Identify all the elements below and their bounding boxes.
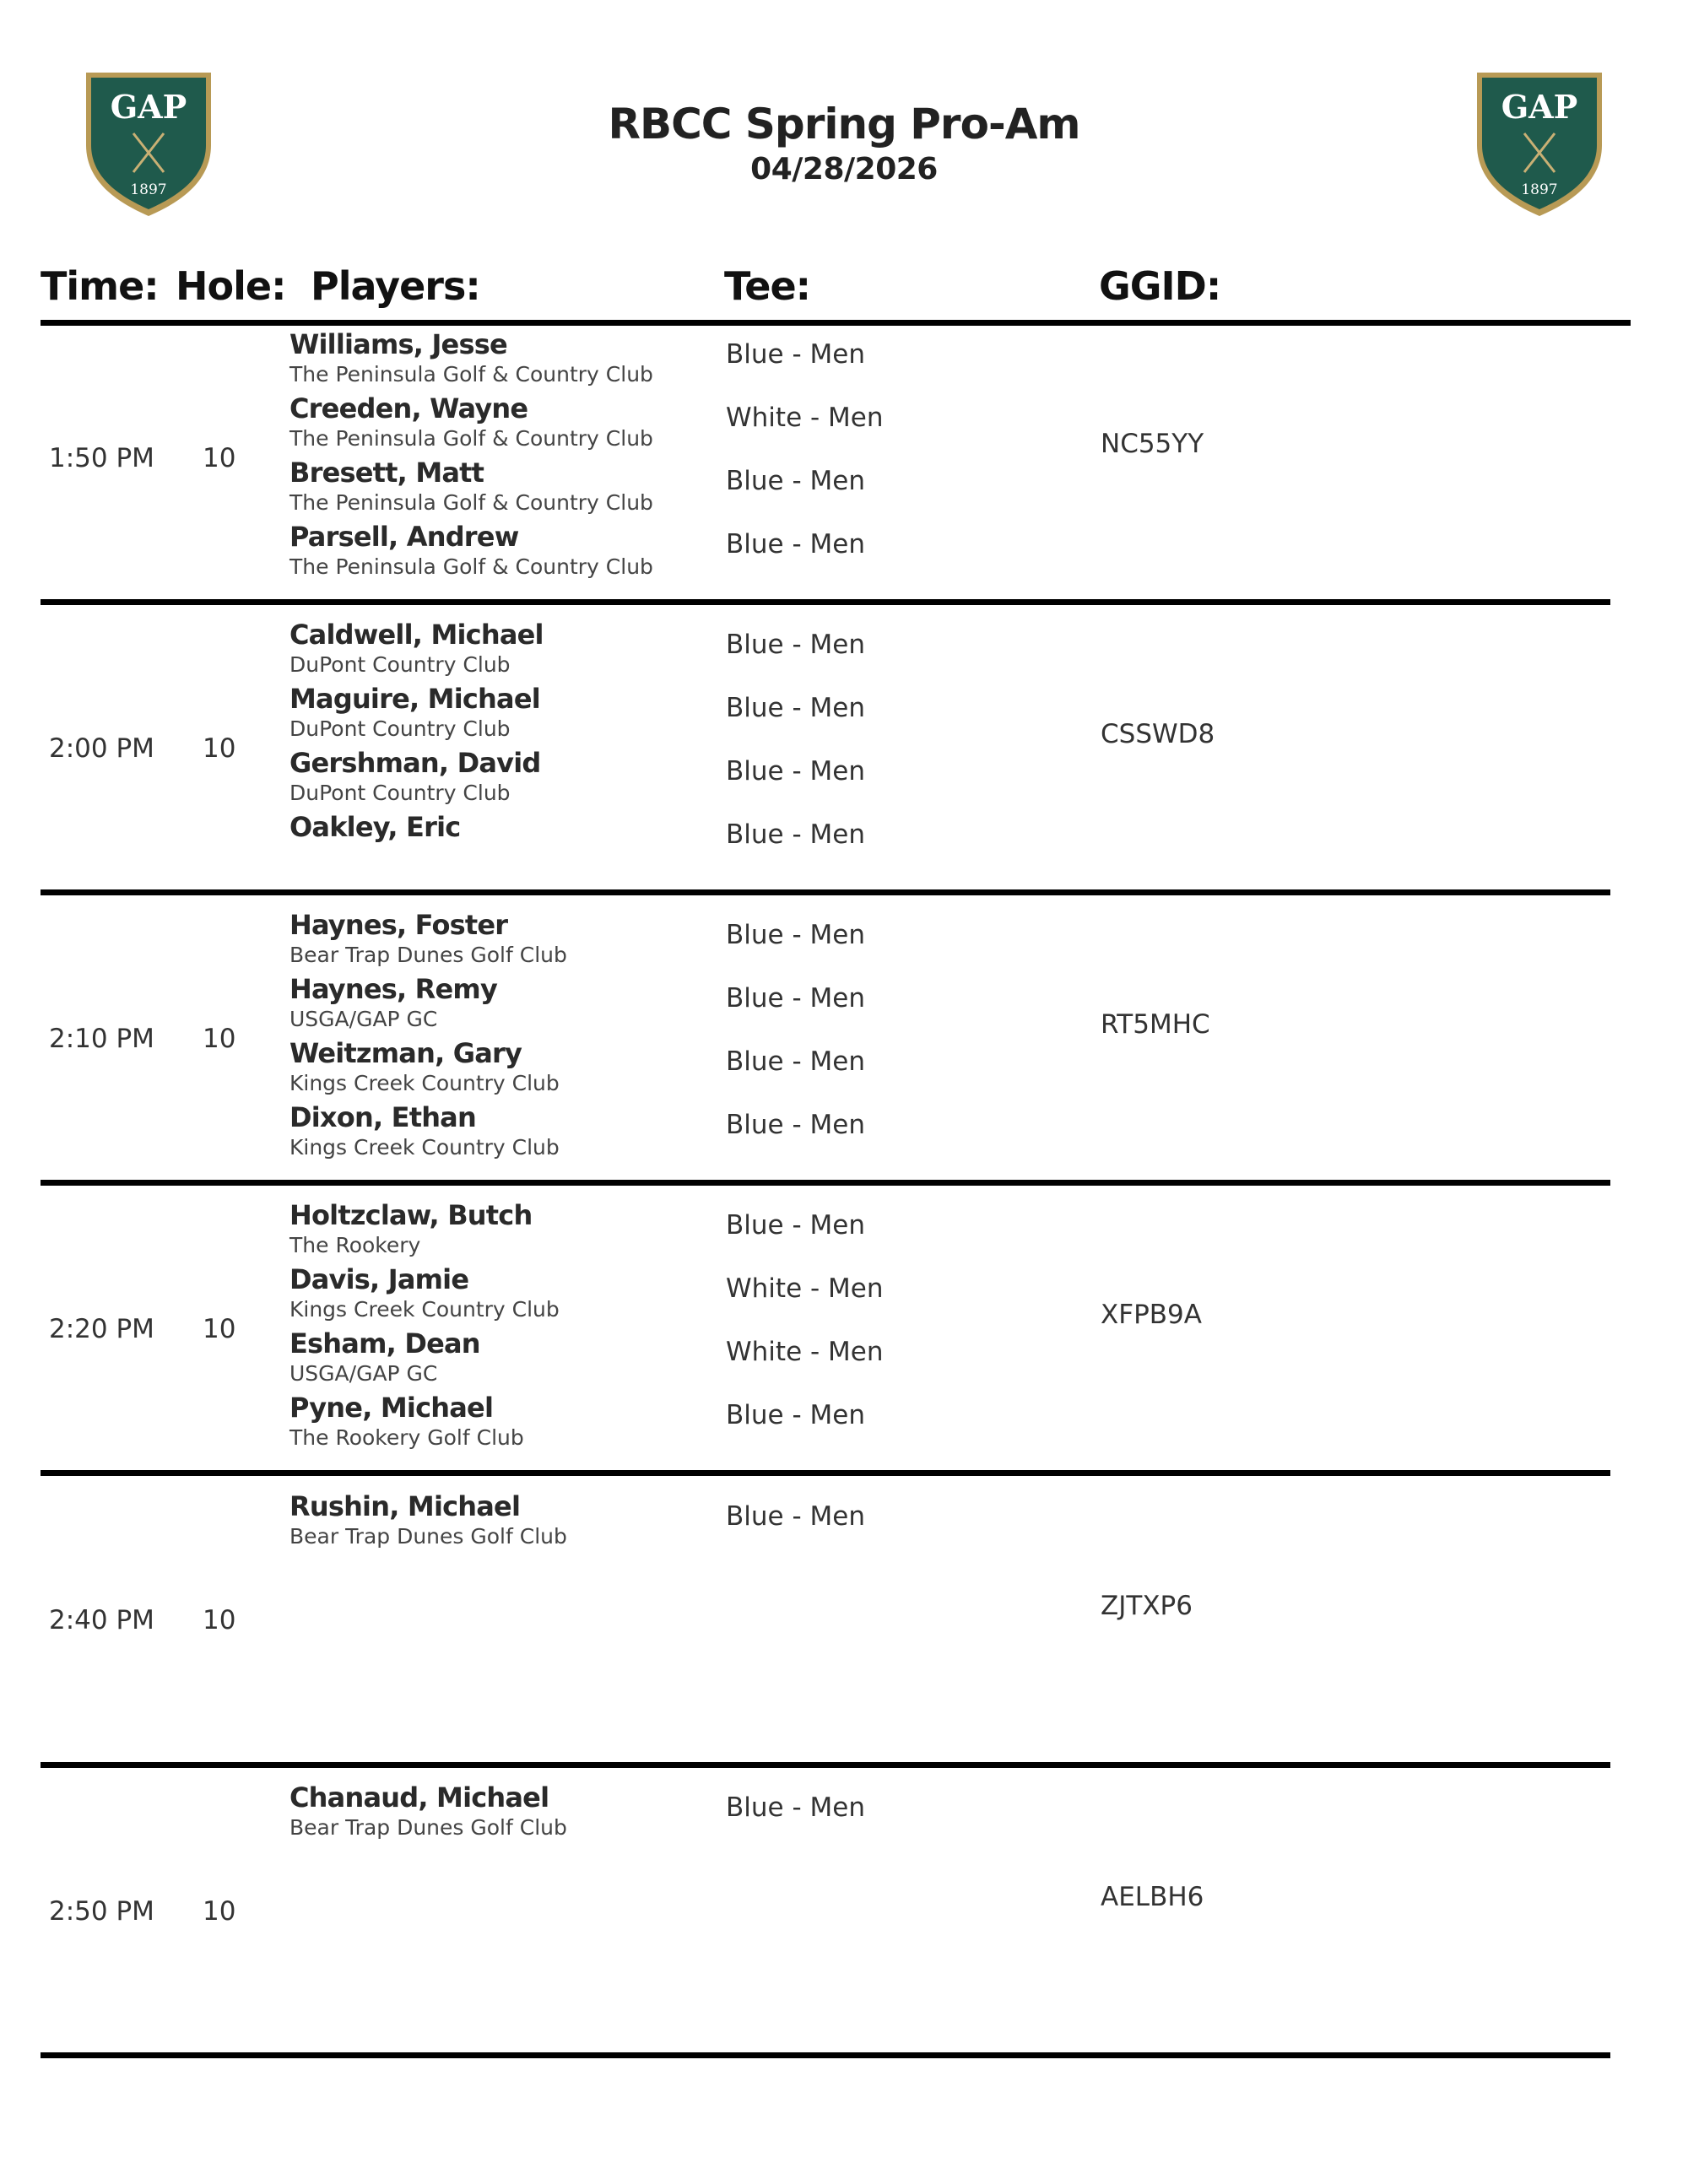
player-name: Haynes, Foster <box>289 909 508 941</box>
player-entry <box>289 908 711 969</box>
player-entry <box>289 327 711 388</box>
group-divider <box>41 1470 1610 1476</box>
group-divider <box>41 2052 1610 2058</box>
player-entry <box>289 618 711 678</box>
ggid-code: XFPB9A <box>1101 1300 1202 1330</box>
player-entry <box>289 520 711 581</box>
player-entry <box>289 1781 711 1841</box>
tee-time: 2:10 PM <box>49 1024 154 1054</box>
player-club: The Peninsula Golf & Country Club <box>289 554 653 579</box>
player-club: Kings Creek Country Club <box>289 1135 560 1160</box>
player-entry <box>289 682 711 743</box>
player-name: Chanaud, Michael <box>289 1781 549 1814</box>
header-tee: Tee: <box>724 263 811 309</box>
group-divider <box>41 1180 1610 1186</box>
player-club: The Peninsula Golf & Country Club <box>289 490 653 515</box>
player-entry <box>289 1100 711 1161</box>
player-entry <box>289 810 711 844</box>
header-ggid: GGID: <box>1099 263 1221 309</box>
player-name: Gershman, David <box>289 747 541 779</box>
player-name: Haynes, Remy <box>289 973 498 1005</box>
player-name: Holtzclaw, Butch <box>289 1199 533 1231</box>
player-tee: Blue - Men <box>726 1400 865 1430</box>
player-tee: Blue - Men <box>726 819 865 850</box>
player-name: Davis, Jamie <box>289 1263 469 1295</box>
player-club: Kings Creek Country Club <box>289 1297 560 1322</box>
player-entry <box>289 1489 711 1550</box>
svg-text:1897: 1897 <box>1521 181 1558 198</box>
event-title: RBCC Spring Pro-Am <box>608 100 1080 149</box>
player-entry <box>289 1036 711 1097</box>
player-tee: Blue - Men <box>726 756 865 787</box>
player-name: Oakley, Eric <box>289 811 461 843</box>
player-tee: White - Men <box>726 403 884 433</box>
player-name: Williams, Jesse <box>289 328 507 360</box>
header-players: Players: <box>311 263 480 309</box>
svg-text:1897: 1897 <box>130 181 167 198</box>
player-club: DuPont Country Club <box>289 652 511 677</box>
ggid-code: RT5MHC <box>1101 1009 1210 1040</box>
player-name: Caldwell, Michael <box>289 619 544 651</box>
player-club: The Peninsula Golf & Country Club <box>289 426 653 451</box>
player-club: The Peninsula Golf & Country Club <box>289 362 653 387</box>
header-rule <box>41 320 1631 326</box>
player-entry <box>289 456 711 516</box>
hole-number: 10 <box>203 1024 236 1054</box>
player-entry <box>289 972 711 1033</box>
player-club: DuPont Country Club <box>289 781 511 805</box>
player-club: The Rookery Golf Club <box>289 1425 524 1450</box>
player-tee: Blue - Men <box>726 1046 865 1077</box>
player-entry <box>289 1391 711 1451</box>
ggid-code: NC55YY <box>1101 429 1204 459</box>
player-club: Bear Trap Dunes Golf Club <box>289 1524 567 1549</box>
group-divider <box>41 889 1610 895</box>
player-club: The Rookery <box>289 1233 421 1257</box>
ggid-code: ZJTXP6 <box>1101 1591 1193 1621</box>
player-tee: Blue - Men <box>726 1501 865 1532</box>
player-club: Kings Creek Country Club <box>289 1071 560 1095</box>
player-club: Bear Trap Dunes Golf Club <box>289 1815 567 1840</box>
player-name: Pyne, Michael <box>289 1392 494 1424</box>
hole-number: 10 <box>203 1896 236 1927</box>
player-entry <box>289 1198 711 1259</box>
player-tee: Blue - Men <box>726 466 865 496</box>
hole-number: 10 <box>203 1314 236 1344</box>
player-tee: White - Men <box>726 1273 884 1304</box>
player-club: DuPont Country Club <box>289 716 511 741</box>
player-name: Esham, Dean <box>289 1327 480 1360</box>
group-divider <box>41 599 1610 605</box>
event-date: 04/28/2026 <box>750 152 938 187</box>
hole-number: 10 <box>203 1605 236 1635</box>
player-tee: Blue - Men <box>726 529 865 560</box>
tee-time: 2:00 PM <box>49 733 154 764</box>
hole-number: 10 <box>203 733 236 764</box>
player-name: Dixon, Ethan <box>289 1101 476 1133</box>
player-name: Rushin, Michael <box>289 1490 521 1522</box>
player-name: Creeden, Wayne <box>289 392 528 424</box>
svg-text:GAP: GAP <box>110 88 187 126</box>
player-tee: White - Men <box>726 1337 884 1367</box>
player-name: Weitzman, Gary <box>289 1037 522 1069</box>
hole-number: 10 <box>203 443 236 473</box>
player-name: Maguire, Michael <box>289 683 540 715</box>
ggid-code: CSSWD8 <box>1101 719 1215 749</box>
player-name: Bresett, Matt <box>289 457 484 489</box>
player-tee: Blue - Men <box>726 983 865 1014</box>
ggid-code: AELBH6 <box>1101 1882 1204 1912</box>
player-name: Parsell, Andrew <box>289 521 519 553</box>
tee-time: 2:50 PM <box>49 1896 154 1927</box>
player-entry <box>289 392 711 452</box>
player-club: Bear Trap Dunes Golf Club <box>289 943 567 967</box>
player-club: USGA/GAP GC <box>289 1361 438 1386</box>
player-tee: Blue - Men <box>726 920 865 950</box>
player-tee: Blue - Men <box>726 1210 865 1241</box>
tee-time: 1:50 PM <box>49 443 154 473</box>
player-club: USGA/GAP GC <box>289 1007 438 1031</box>
player-tee: Blue - Men <box>726 1792 865 1823</box>
player-tee: Blue - Men <box>726 339 865 370</box>
header-hole: Hole: <box>176 263 286 309</box>
player-tee: Blue - Men <box>726 693 865 723</box>
header-time: Time: <box>41 263 159 309</box>
tee-time: 2:20 PM <box>49 1314 154 1344</box>
player-entry <box>289 746 711 807</box>
player-entry <box>289 1262 711 1323</box>
player-tee: Blue - Men <box>726 1110 865 1140</box>
group-divider <box>41 1762 1610 1768</box>
svg-text:GAP: GAP <box>1501 88 1578 126</box>
tee-time: 2:40 PM <box>49 1605 154 1635</box>
player-entry <box>289 1327 711 1387</box>
player-tee: Blue - Men <box>726 630 865 660</box>
